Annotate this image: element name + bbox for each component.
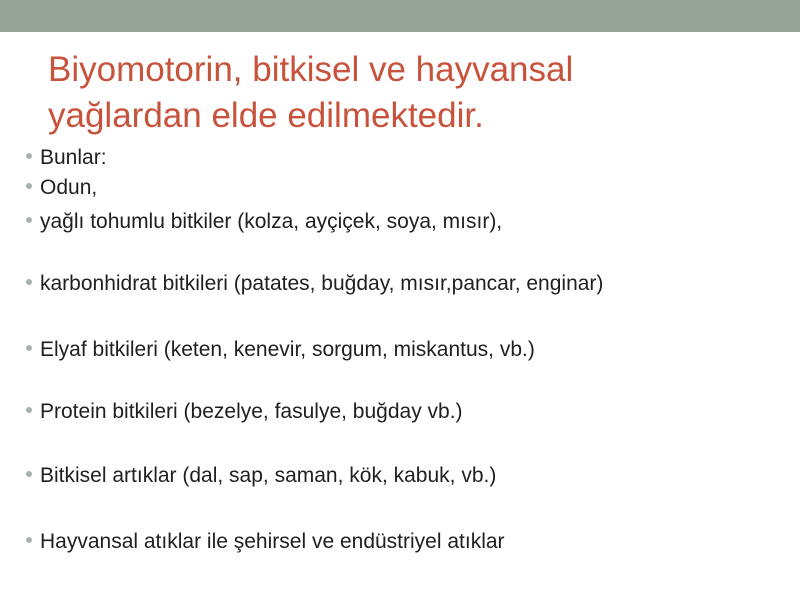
bullet-text: Protein bitkileri (bezelye, fasulye, buğday vb.) [40,400,463,423]
title-line-2: yağlardan elde edilmektedir. [48,96,484,135]
bullet-text: Elyaf bitkileri (keten, kenevir, sorgum, miskantus, vb.) [40,338,535,361]
bullet-item [26,174,97,202]
bullet-item [26,144,107,172]
title-line-1: Biyomotorin, bitkisel ve hayvansal [48,50,574,89]
bullet-dot-icon [26,217,32,223]
bullet-dot-icon [26,279,32,285]
bullet-dot-icon [26,345,32,351]
bullet-item [26,528,505,556]
bullet-item [26,398,463,426]
bullet-dot-icon [26,183,32,189]
slide-title [48,47,788,139]
bullet-dot-icon [26,407,32,413]
bullet-item [26,208,502,236]
bullet-text: Hayvansal atıklar ile şehirsel ve endüstriyel atıklar [40,530,505,553]
bullet-text: Bunlar: [40,146,107,169]
bullet-text: yağlı tohumlu bitkiler (kolza, ayçiçek, soya, mısır), [40,210,503,233]
bullet-text: Bitkisel artıklar (dal, sap, saman, kök, kabuk, vb.) [40,464,497,487]
top-decorative-band [0,0,800,32]
bullet-item [26,270,603,298]
bullet-item [26,462,496,490]
bullet-text: Odun, [40,176,98,199]
bullet-text: karbonhidrat bitkileri (patates, buğday, mısır,pancar, enginar) [40,272,604,295]
bullet-dot-icon [26,153,32,159]
bullet-item [26,336,535,364]
bullet-dot-icon [26,471,32,477]
bullet-dot-icon [26,537,32,543]
